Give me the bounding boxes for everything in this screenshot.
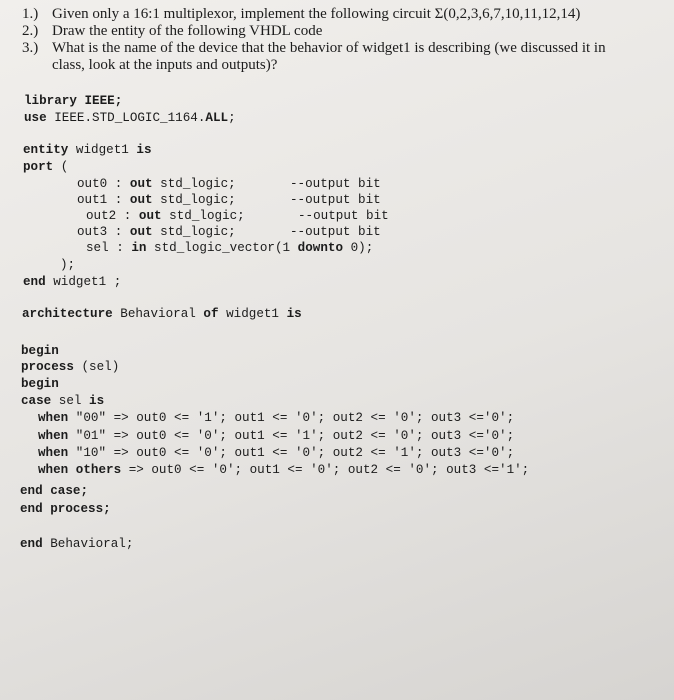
keyword-entity: entity [23, 143, 69, 157]
keyword-port: port [23, 160, 54, 174]
port-dir: out [129, 177, 153, 191]
port-end: 0); [343, 241, 374, 255]
port-paren: ( [53, 160, 69, 174]
port-name: out1 [77, 193, 108, 207]
when-body: "01" => out0 <= '0'; out1 <= '1'; out2 <= '0'; out3 <='0'; [68, 429, 515, 443]
code-end-behavioral [20, 536, 133, 553]
code-begin-1: begin [21, 344, 59, 358]
code-end-case: end case; [20, 484, 89, 498]
port-type: std_logic; [152, 193, 236, 207]
question-text: Given only a 16:1 multiplexor, implement the following circuit Σ(0,2,3,6,7,10,11,12,14) [52, 6, 581, 22]
code-library-line [24, 93, 122, 110]
port-out0-comment: --output bit [290, 177, 381, 191]
keyword-use: use [24, 111, 47, 125]
entity-name: widget1 [68, 143, 137, 157]
question-number: 3.) [22, 40, 39, 56]
code-use-line [24, 110, 236, 127]
port-out3 [77, 224, 236, 241]
port-name: out2 [86, 209, 117, 223]
port-name: sel [86, 241, 109, 255]
port-type: std_logic; [152, 177, 236, 191]
port-close: ); [60, 258, 76, 272]
question-text: What is the name of the device that the behavior of widget1 is describing (we discussed it in [52, 40, 606, 56]
code-entity-line [23, 142, 152, 159]
keyword-architecture: architecture [22, 307, 113, 321]
port-dir: in [131, 241, 147, 255]
keyword-when-others: when others [38, 463, 122, 477]
code-case-line [21, 393, 104, 410]
port-out0 [77, 176, 236, 193]
port-name: out3 [77, 225, 108, 239]
question-text: class, look at the inputs and outputs)? [52, 57, 278, 73]
library-name: IEEE; [76, 94, 123, 108]
question-number: 2.) [22, 23, 39, 39]
process-args: (sel) [73, 360, 120, 374]
code-process-line [21, 359, 119, 376]
port-out3-comment: --output bit [290, 225, 381, 239]
port-type: std_logic; [152, 225, 236, 239]
port-type: std_logic; [161, 209, 245, 223]
when-body: => out0 <= '0'; out1 <= '0'; out2 <= '0'; out3 <='1'; [121, 463, 530, 477]
keyword-is: is [89, 394, 105, 408]
port-name: out0 [77, 177, 108, 191]
question-2 [22, 23, 322, 40]
port-out1-comment: --output bit [290, 193, 381, 207]
keyword-when: when [38, 446, 69, 460]
keyword-end: end [23, 275, 46, 289]
port-sep: : [108, 241, 132, 255]
code-port-line [23, 159, 68, 176]
port-sep: : [107, 225, 130, 239]
keyword-is: is [136, 143, 152, 157]
keyword-library: library [24, 94, 77, 108]
when-body: "10" => out0 <= '0'; out1 <= '0'; out2 <= '1'; out3 <='0'; [68, 446, 515, 460]
code-begin-2: begin [21, 377, 59, 391]
question-3-continued [22, 57, 277, 74]
keyword-end: end [20, 537, 43, 551]
code-end-process: end process; [20, 502, 111, 516]
port-sel [86, 240, 373, 257]
keyword-process: process [21, 360, 74, 374]
question-number: 1.) [22, 6, 39, 22]
keyword-when: when [38, 429, 69, 443]
question-1 [22, 6, 580, 23]
port-type: std_logic_vector(1 [146, 241, 298, 255]
port-out1 [77, 192, 236, 209]
port-out2-comment: --output bit [298, 209, 389, 223]
code-end-entity-line [23, 274, 121, 291]
keyword-is: is [286, 307, 302, 321]
port-sep: : [107, 193, 130, 207]
question-text: Draw the entity of the following VHDL code [52, 23, 323, 39]
end-entity-name: widget1 ; [45, 275, 122, 289]
case-sel: sel [51, 394, 90, 408]
port-out2 [86, 208, 245, 225]
question-3 [22, 40, 606, 57]
port-dir: out [138, 209, 162, 223]
when-01-line [38, 428, 514, 445]
keyword-case: case [21, 394, 52, 408]
port-sep: : [107, 177, 130, 191]
architecture-name: Behavioral [112, 307, 204, 321]
when-00-line [38, 410, 514, 427]
keyword-downto: downto [297, 241, 344, 255]
port-sep: : [116, 209, 139, 223]
keyword-when: when [38, 411, 69, 425]
when-body: "00" => out0 <= '1'; out1 <= '0'; out2 <= '0'; out3 <='0'; [68, 411, 515, 425]
when-10-line [38, 445, 514, 462]
code-architecture-line [22, 306, 302, 323]
architecture-entity: widget1 [218, 307, 287, 321]
use-name: IEEE.STD_LOGIC_1164. [46, 111, 206, 125]
when-others-line [38, 462, 529, 479]
port-dir: out [129, 193, 153, 207]
end-behavioral-name: Behavioral; [42, 537, 134, 551]
use-end: ; [228, 111, 236, 125]
port-dir: out [129, 225, 153, 239]
keyword-of: of [203, 307, 219, 321]
use-all: ALL [205, 111, 229, 125]
